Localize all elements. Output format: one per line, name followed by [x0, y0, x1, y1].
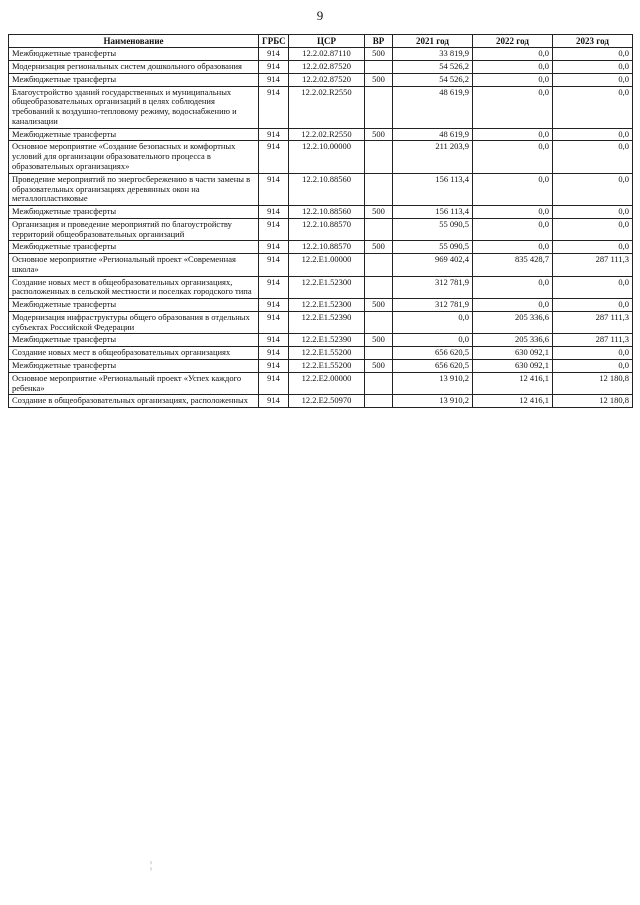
cell-2022: 630 092,1	[473, 347, 553, 360]
cell-2021: 156 113,4	[393, 206, 473, 219]
cell-csr: 12.2.E1.55200	[289, 360, 365, 373]
table-row	[9, 395, 633, 408]
cell-2021: 656 620,5	[393, 360, 473, 373]
cell-name: Межбюджетные трансферты	[9, 128, 259, 141]
cell-vr: 500	[365, 73, 393, 86]
cell-2021: 0,0	[393, 334, 473, 347]
cell-2021: 156 113,4	[393, 173, 473, 205]
cell-vr	[365, 372, 393, 395]
cell-vr	[365, 61, 393, 74]
header-name: Наименование	[9, 35, 259, 48]
cell-grbs: 914	[259, 276, 289, 299]
header-2022: 2022 год	[473, 35, 553, 48]
cell-vr: 500	[365, 48, 393, 61]
table-row	[9, 360, 633, 373]
cell-csr: 12.2.02.87520	[289, 73, 365, 86]
cell-name: Межбюджетные трансферты	[9, 73, 259, 86]
cell-vr	[365, 347, 393, 360]
cell-vr	[365, 173, 393, 205]
header-grbs: ГРБС	[259, 35, 289, 48]
cell-2022: 0,0	[473, 276, 553, 299]
cell-2022: 0,0	[473, 48, 553, 61]
cell-grbs: 914	[259, 254, 289, 277]
cell-csr: 12.2.02.R2550	[289, 86, 365, 128]
table-row	[9, 276, 633, 299]
cell-csr: 12.2.10.00000	[289, 141, 365, 173]
cell-name: Межбюджетные трансферты	[9, 299, 259, 312]
cell-name: Создание новых мест в общеобразовательных организациях	[9, 347, 259, 360]
cell-grbs: 914	[259, 61, 289, 74]
cell-2022: 630 092,1	[473, 360, 553, 373]
cell-2022: 12 416,1	[473, 372, 553, 395]
table-row	[9, 299, 633, 312]
cell-2021: 54 526,2	[393, 61, 473, 74]
cell-2023: 0,0	[553, 48, 633, 61]
cell-name: Благоустройство зданий государственных и муниципальных общеобразовательных организаций в целях соблюдения требований к воздушно-тепловому режиму, водоснабжению и канализации	[9, 86, 259, 128]
table-row	[9, 241, 633, 254]
cell-2022: 0,0	[473, 141, 553, 173]
cell-csr: 12.2.10.88560	[289, 173, 365, 205]
cell-vr	[365, 311, 393, 334]
cell-2021: 48 619,9	[393, 128, 473, 141]
table-row	[9, 86, 633, 128]
cell-csr: 12.2.E1.00000	[289, 254, 365, 277]
cell-2021: 211 203,9	[393, 141, 473, 173]
cell-2022: 12 416,1	[473, 395, 553, 408]
cell-2023: 0,0	[553, 360, 633, 373]
table-row	[9, 254, 633, 277]
cell-2023: 0,0	[553, 141, 633, 173]
header-2021: 2021 год	[393, 35, 473, 48]
cell-name: Основное мероприятие «Создание безопасных и комфортных условий для организации образовательного процесса в образовательных организациях»	[9, 141, 259, 173]
cell-vr: 500	[365, 334, 393, 347]
table-header-row	[9, 35, 633, 48]
cell-grbs: 914	[259, 241, 289, 254]
cell-vr: 500	[365, 360, 393, 373]
cell-2023: 287 111,3	[553, 311, 633, 334]
cell-grbs: 914	[259, 218, 289, 241]
cell-2023: 12 180,8	[553, 372, 633, 395]
cell-2022: 0,0	[473, 206, 553, 219]
cell-2023: 0,0	[553, 173, 633, 205]
page-number: 9	[316, 8, 324, 23]
budget-table-container	[8, 34, 632, 408]
cell-vr: 500	[365, 241, 393, 254]
cell-name: Межбюджетные трансферты	[9, 48, 259, 61]
cell-2023: 0,0	[553, 218, 633, 241]
cell-grbs: 914	[259, 73, 289, 86]
table-row	[9, 73, 633, 86]
cell-2021: 312 781,9	[393, 299, 473, 312]
cell-grbs: 914	[259, 347, 289, 360]
cell-vr	[365, 86, 393, 128]
cell-vr	[365, 395, 393, 408]
cell-grbs: 914	[259, 395, 289, 408]
cell-2023: 0,0	[553, 347, 633, 360]
cell-2022: 0,0	[473, 61, 553, 74]
cell-name: Межбюджетные трансферты	[9, 206, 259, 219]
cell-2021: 969 402,4	[393, 254, 473, 277]
cell-2021: 0,0	[393, 311, 473, 334]
cell-name: Проведение мероприятий по энергосбережению в части замены в образовательных организациях деревянных окон на металлопластиковые	[9, 173, 259, 205]
cell-grbs: 914	[259, 372, 289, 395]
cell-2021: 55 090,5	[393, 218, 473, 241]
cell-csr: 12.2.E1.52300	[289, 299, 365, 312]
cell-csr: 12.2.E1.55200	[289, 347, 365, 360]
cell-grbs: 914	[259, 128, 289, 141]
cell-name: Основное мероприятие «Региональный проект «Современная школа»	[9, 254, 259, 277]
cell-vr	[365, 276, 393, 299]
cell-name: Организация и проведение мероприятий по благоустройству территорий общеобразовательных организаций	[9, 218, 259, 241]
cell-vr	[365, 254, 393, 277]
cell-grbs: 914	[259, 360, 289, 373]
cell-2022: 0,0	[473, 86, 553, 128]
cell-csr: 12.2.02.R2550	[289, 128, 365, 141]
table-row	[9, 372, 633, 395]
cell-csr: 12.2.E1.52390	[289, 334, 365, 347]
cell-2022: 0,0	[473, 73, 553, 86]
cell-2021: 55 090,5	[393, 241, 473, 254]
cell-2022: 0,0	[473, 218, 553, 241]
budget-table	[8, 34, 633, 408]
cell-2023: 0,0	[553, 276, 633, 299]
cell-grbs: 914	[259, 206, 289, 219]
cell-csr: 12.2.02.87110	[289, 48, 365, 61]
table-row	[9, 347, 633, 360]
cell-2021: 33 819,9	[393, 48, 473, 61]
cell-2023: 0,0	[553, 128, 633, 141]
table-row	[9, 334, 633, 347]
cell-grbs: 914	[259, 334, 289, 347]
cell-vr	[365, 141, 393, 173]
cell-name: Основное мероприятие «Региональный проект «Успех каждого ребенка»	[9, 372, 259, 395]
cell-2021: 656 620,5	[393, 347, 473, 360]
cell-csr: 12.2.E1.52300	[289, 276, 365, 299]
table-row	[9, 48, 633, 61]
cell-2023: 0,0	[553, 61, 633, 74]
cell-2022: 205 336,6	[473, 334, 553, 347]
cell-grbs: 914	[259, 173, 289, 205]
cell-csr: 12.2.10.88560	[289, 206, 365, 219]
table-row	[9, 311, 633, 334]
cell-2022: 0,0	[473, 241, 553, 254]
cell-name: Создание новых мест в общеобразовательных организациях, расположенных в сельской местности и поселках городского типа	[9, 276, 259, 299]
cell-grbs: 914	[259, 86, 289, 128]
cell-csr: 12.2.02.87520	[289, 61, 365, 74]
cell-2021: 13 910,2	[393, 372, 473, 395]
cell-csr: 12.2.E1.52390	[289, 311, 365, 334]
cell-csr: 12.2.10.88570	[289, 218, 365, 241]
table-body	[9, 48, 633, 408]
cell-2021: 54 526,2	[393, 73, 473, 86]
cell-2023: 0,0	[553, 73, 633, 86]
cell-grbs: 914	[259, 141, 289, 173]
scan-margin-mark: ¦	[150, 860, 153, 871]
header-vr: ВР	[365, 35, 393, 48]
cell-2023: 287 111,3	[553, 254, 633, 277]
table-row	[9, 218, 633, 241]
cell-csr: 12.2.E2.00000	[289, 372, 365, 395]
cell-2023: 0,0	[553, 86, 633, 128]
cell-grbs: 914	[259, 48, 289, 61]
cell-2022: 0,0	[473, 299, 553, 312]
cell-name: Модернизация инфраструктуры общего образования в отдельных субъектах Российской Федерации	[9, 311, 259, 334]
cell-grbs: 914	[259, 311, 289, 334]
cell-vr: 500	[365, 299, 393, 312]
cell-2023: 0,0	[553, 206, 633, 219]
cell-vr: 500	[365, 206, 393, 219]
cell-2022: 0,0	[473, 173, 553, 205]
header-2023: 2023 год	[553, 35, 633, 48]
cell-grbs: 914	[259, 299, 289, 312]
cell-csr: 12.2.10.88570	[289, 241, 365, 254]
cell-vr: 500	[365, 128, 393, 141]
table-row	[9, 173, 633, 205]
cell-2022: 0,0	[473, 128, 553, 141]
cell-2023: 287 111,3	[553, 334, 633, 347]
cell-2021: 13 910,2	[393, 395, 473, 408]
table-row	[9, 61, 633, 74]
cell-2021: 48 619,9	[393, 86, 473, 128]
cell-name: Межбюджетные трансферты	[9, 334, 259, 347]
table-row	[9, 128, 633, 141]
cell-name: Межбюджетные трансферты	[9, 360, 259, 373]
cell-name: Модернизация региональных систем дошкольного образования	[9, 61, 259, 74]
cell-vr	[365, 218, 393, 241]
header-csr: ЦСР	[289, 35, 365, 48]
cell-2023: 12 180,8	[553, 395, 633, 408]
table-row	[9, 206, 633, 219]
cell-2023: 0,0	[553, 241, 633, 254]
cell-2022: 835 428,7	[473, 254, 553, 277]
table-row	[9, 141, 633, 173]
cell-csr: 12.2.E2.50970	[289, 395, 365, 408]
cell-name: Межбюджетные трансферты	[9, 241, 259, 254]
cell-2023: 0,0	[553, 299, 633, 312]
cell-name: Создание в общеобразовательных организациях, расположенных	[9, 395, 259, 408]
cell-2022: 205 336,6	[473, 311, 553, 334]
cell-2021: 312 781,9	[393, 276, 473, 299]
